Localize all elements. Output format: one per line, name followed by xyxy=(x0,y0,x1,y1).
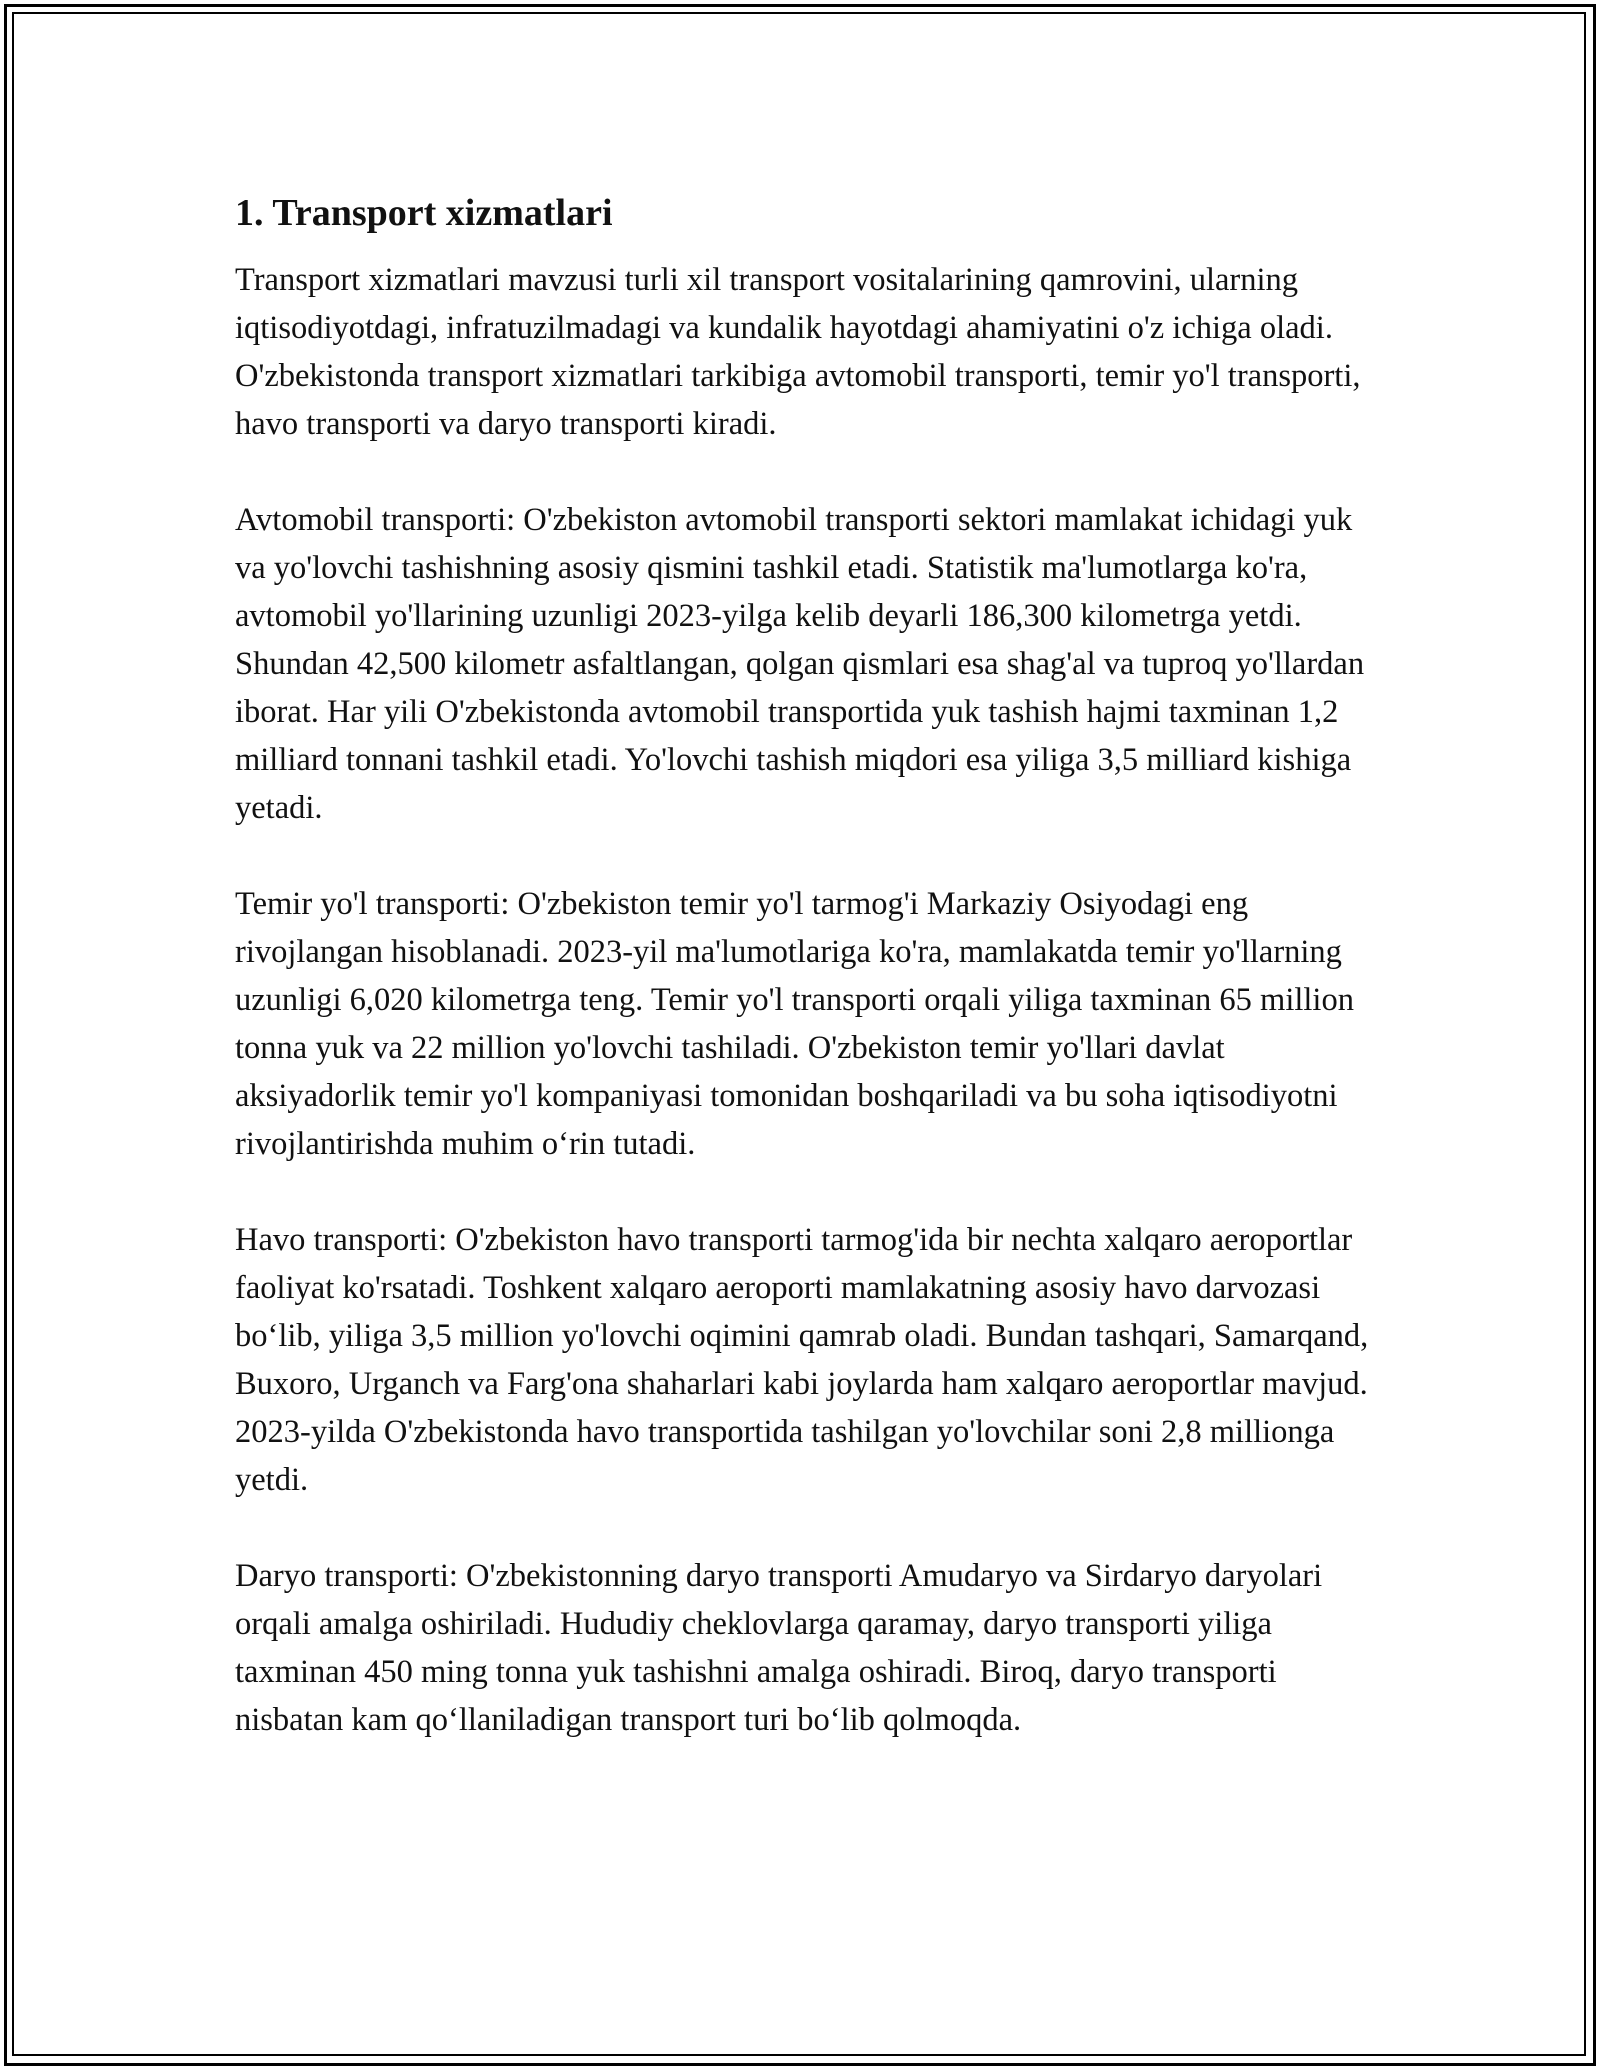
paragraph-intro: Transport xizmatlari mavzusi turli xil transport vositalarining qamrovini, ularning iqtisodiyotdagi, infratuzilmadagi va kundalik hayotdagi ahamiyatini o'z ichiga oladi. O'zbekistonda transport xizmatlari tarkibiga avtomobil transporti, temir yo'l transporti, havo transporti va daryo transporti kiradi. xyxy=(235,262,1361,442)
paragraph-air-transport: Havo transporti: O'zbekiston havo transporti tarmog'ida bir nechta xalqaro aeroportlar faoliyat ko'rsatadi. Toshkent xalqaro aeroporti mamlakatning asosiy havo darvozasi bo‘lib, yiliga 3,5 million yo'lovchi oqimini qamrab oladi. Bundan tashqari, Samarqand, Buxoro, Urganch va Farg'ona shaharlari kabi joylarda ham xalqaro aeroportlar mavjud. 2023-yilda O'zbekistonda havo transportida tashilgan yo'lovchilar soni 2,8 millionga yetdi. xyxy=(235,1222,1369,1498)
paragraph-road-transport: Avtomobil transporti: O'zbekiston avtomobil transporti sektori mamlakat ichidagi yuk va yo'lovchi tashishning asosiy qismini tashkil etadi. Statistik ma'lumotlarga ko'ra, avtomobil yo'llarining uzunligi 2023-yilga kelib deyarli 186,300 kilometrga yetdi. Shundan 42,500 kilometr asfaltlangan, qolgan qismlari esa shag'al va tuproq yo'llardan iborat. Har yili O'zbekistonda avtomobil transportida yuk tashish hajmi taxminan 1,2 milliard tonnani tashkil etadi. Yo'lovchi tashish miqdori esa yiliga 3,5 milliard kishiga yetadi. xyxy=(235,502,1365,826)
section-heading: 1. Transport xizmatlari xyxy=(235,192,613,234)
document-body xyxy=(235,186,1385,1744)
paragraph-rail-transport: Temir yo'l transporti: O'zbekiston temir yo'l tarmog'i Markaziy Osiyodagi eng rivojlangan hisoblanadi. 2023-yil ma'lumotlariga ko'ra, mamlakatda temir yo'llarning uzunligi 6,020 kilometrga teng. Temir yo'l transporti orqali yiliga taxminan 65 million tonna yuk va 22 million yo'lovchi tashiladi. O'zbekiston temir yo'llari davlat aksiyadorlik temir yo'l kompaniyasi tomonidan boshqariladi va bu soha iqtisodiyotni rivojlantirishda muhim o‘rin tutadi. xyxy=(235,886,1354,1162)
paragraph-river-transport: Daryo transporti: O'zbekistonning daryo transporti Amudaryo va Sirdaryo daryolari orqali amalga oshiriladi. Hududiy cheklovlarga qaramay, daryo transporti yiliga taxminan 450 ming tonna yuk tashishni amalga oshiradi. Biroq, daryo transporti nisbatan kam qo‘llaniladigan transport turi bo‘lib qolmoqda. xyxy=(235,1558,1323,1738)
